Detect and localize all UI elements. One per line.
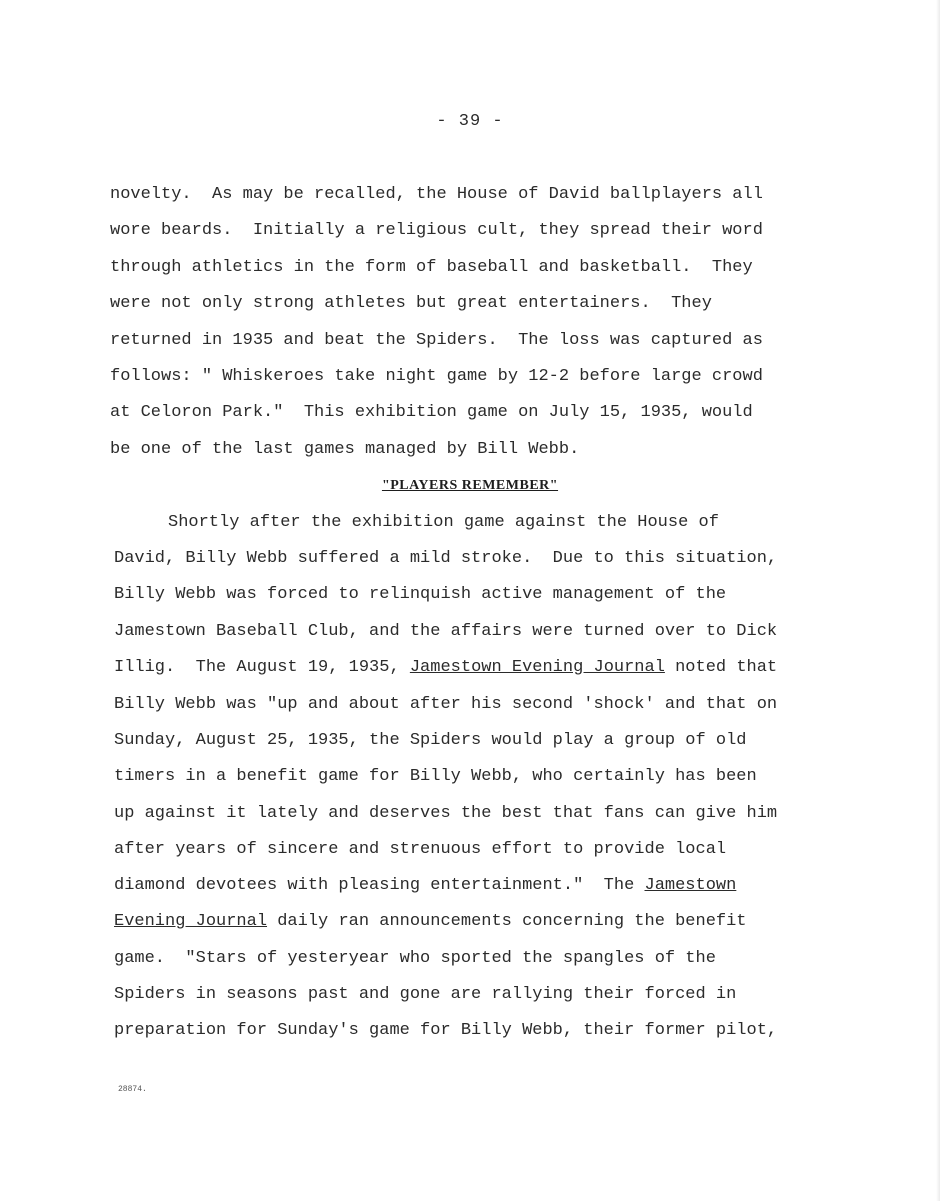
text-segment: Illig. The August 19, 1935, [114,658,410,677]
text-line: Shortly after the exhibition game against the House of [168,513,719,532]
document-code: 28874. [118,1085,147,1094]
text-line: be one of the last games managed by Bill Webb. [110,440,580,459]
text-line: Jamestown Baseball Club, and the affairs were turned over to Dick [114,622,778,641]
text-segment: noted that [664,658,778,677]
text-line: wore beards. Initially a religious cult, they spread their word [110,221,763,240]
text-line: were not only strong athletes but great entertainers. They [110,294,712,313]
text-line: after years of sincere and strenuous effort to provide local [114,840,727,859]
page-number: - 39 - [436,112,504,131]
text-line: timers in a benefit game for Billy Webb, who certainly has been [114,767,757,786]
newspaper-title: Jamestown [644,876,737,895]
text-line [114,875,736,897]
text-line: through athletics in the form of baseball and basketball. They [110,258,753,277]
newspaper-title: Evening Journal [114,912,268,931]
text-line: Sunday, August 25, 1935, the Spiders would play a group of old [114,731,747,750]
text-line: Billy Webb was "up and about after his second 'shock' and that on [114,695,778,714]
section-heading: "PLAYERS REMEMBER" [381,478,559,493]
text-line: Spiders in seasons past and gone are rallying their forced in [114,985,737,1004]
text-line: novelty. As may be recalled, the House of David ballplayers all [110,185,763,204]
text-line: up against it lately and deserves the best that fans can give him [114,804,778,823]
text-line: Billy Webb was forced to relinquish active management of the [114,585,727,604]
text-segment: diamond devotees with pleasing entertainment." The [114,876,645,895]
text-line: game. "Stars of yesteryear who sported the spangles of the [114,949,716,968]
text-line: returned in 1935 and beat the Spiders. The loss was captured as [110,331,763,350]
text-line: at Celoron Park." This exhibition game on July 15, 1935, would [110,403,753,422]
text-line: preparation for Sunday's game for Billy Webb, their former pilot, [114,1021,778,1040]
newspaper-title: Jamestown Evening Journal [409,658,665,677]
text-line: David, Billy Webb suffered a mild stroke. Due to this situation, [114,549,778,568]
text-line [114,911,747,933]
text-segment: daily ran announcements concerning the benefit [267,912,747,931]
scan-edge-shadow [936,0,940,1201]
text-line [114,657,777,679]
text-line: follows: " Whiskeroes take night game by 12-2 before large crowd [110,367,763,386]
